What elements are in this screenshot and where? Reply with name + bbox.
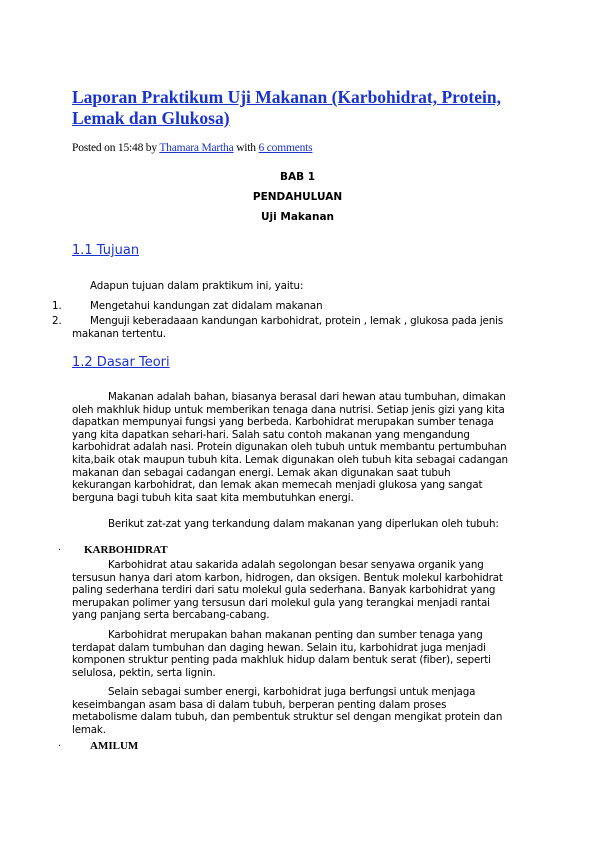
meta-prefix: Posted on 15:48 by [72,142,157,154]
comments-link[interactable]: 6 comments [258,142,313,154]
list-item-text: Menguji keberadaaan kandungan karbohidrat, protein , lemak , glukosa pada jenis makanan tertentu. [72,315,504,340]
bullet-icon: · [58,741,62,752]
dasar-heading[interactable]: 1.2 Dasar Teori [72,355,170,370]
author-link[interactable]: Thamara Martha [159,142,234,154]
dasar-paragraph-1: Makanan adalah bahan, biasanya berasal dari hewan atau tumbuhan, dimakan oleh makhluk hidup untuk memberikan tenaga dana nutrisi. Setiap jenis gizi yang kita dapatkan mempunyai fungsi yang berbeda. Karbohidrat merupakan sumber tenaga yang kita dapatkan sehari-hari. Salah satu contoh makanan yang mengandung karbohidrat adalah nasi. Protein digunakan oleh tubuh untuk membantu pertumbuhan kita,baik otak maupun tubuh kita. Lemak digunakan oleh tubuh kita sebagai cadangan makanan dan sebagai cadangan energi. Lemak akan digunakan saat tubuh kekurangan karbohidrat, dan lemak akan memecah menjadi glukosa yang sangat berguna bagi tubuh kita saat kita membutuhkan energi. [72,391,508,504]
karbohidrat-paragraph-3: Selain sebagai sumber energi, karbohidrat juga berfungsi untuk menjaga keseimbangan asam basa di dalam tubuh, berperan penting dalam proses metabolisme dalam tubuh, dan pembentuk struktur sel dengan mengikat protein dan lemak. [72,686,503,736]
list-item-number: 2. [52,315,62,327]
section-subtitle: Uji Makanan [260,211,335,223]
list-item-number: 1. [52,300,62,312]
dasar-paragraph-2: Berikut zat-zat yang terkandung dalam makanan yang diperlukan oleh tubuh: [108,518,499,530]
karbohidrat-title: KARBOHIDRAT [84,544,168,556]
chapter-heading: PENDAHULUAN [252,191,343,203]
amilum-title: AMILUM [90,740,139,752]
tujuan-intro: Adapun tujuan dalam praktikum ini, yaitu: [90,280,304,292]
karbohidrat-paragraph-1: Karbohidrat atau sakarida adalah segolongan besar senyawa organik yang tersusun hanya dari atom karbon, hidrogen, dan oksigen. Bentuk molekul karbohidrat paling sederhana terdiri dari satu molekul gula sederhana. Banyak karbohidrat yang merupakan polimer yang tersusun dari molekul gula yang terangkai menjadi rantai yang panjang serta bercabang-cabang. [72,559,503,622]
list-item-text: Mengetahui kandungan zat didalam makanan [90,300,323,312]
bullet-icon: · [58,545,62,556]
tujuan-heading[interactable]: 1.1 Tujuan [72,243,140,258]
karbohidrat-paragraph-2: Karbohidrat merupakan bahan makanan penting dan sumber tenaga yang terdapat dalam tumbuhan dan daging hewan. Selain itu, karbohidrat juga menjadi komponen struktur penting pada makhluk hidup dalam bentuk serat (fiber), seperti selulosa, pektin, serta lignin. [72,629,491,679]
post-meta [72,142,312,154]
post-title-link[interactable]: Laporan Praktikum Uji Makanan (Karbohidrat, Protein, Lemak dan Glukosa) [72,87,501,128]
bab-heading: BAB 1 [279,171,316,183]
meta-with: with [236,142,256,154]
